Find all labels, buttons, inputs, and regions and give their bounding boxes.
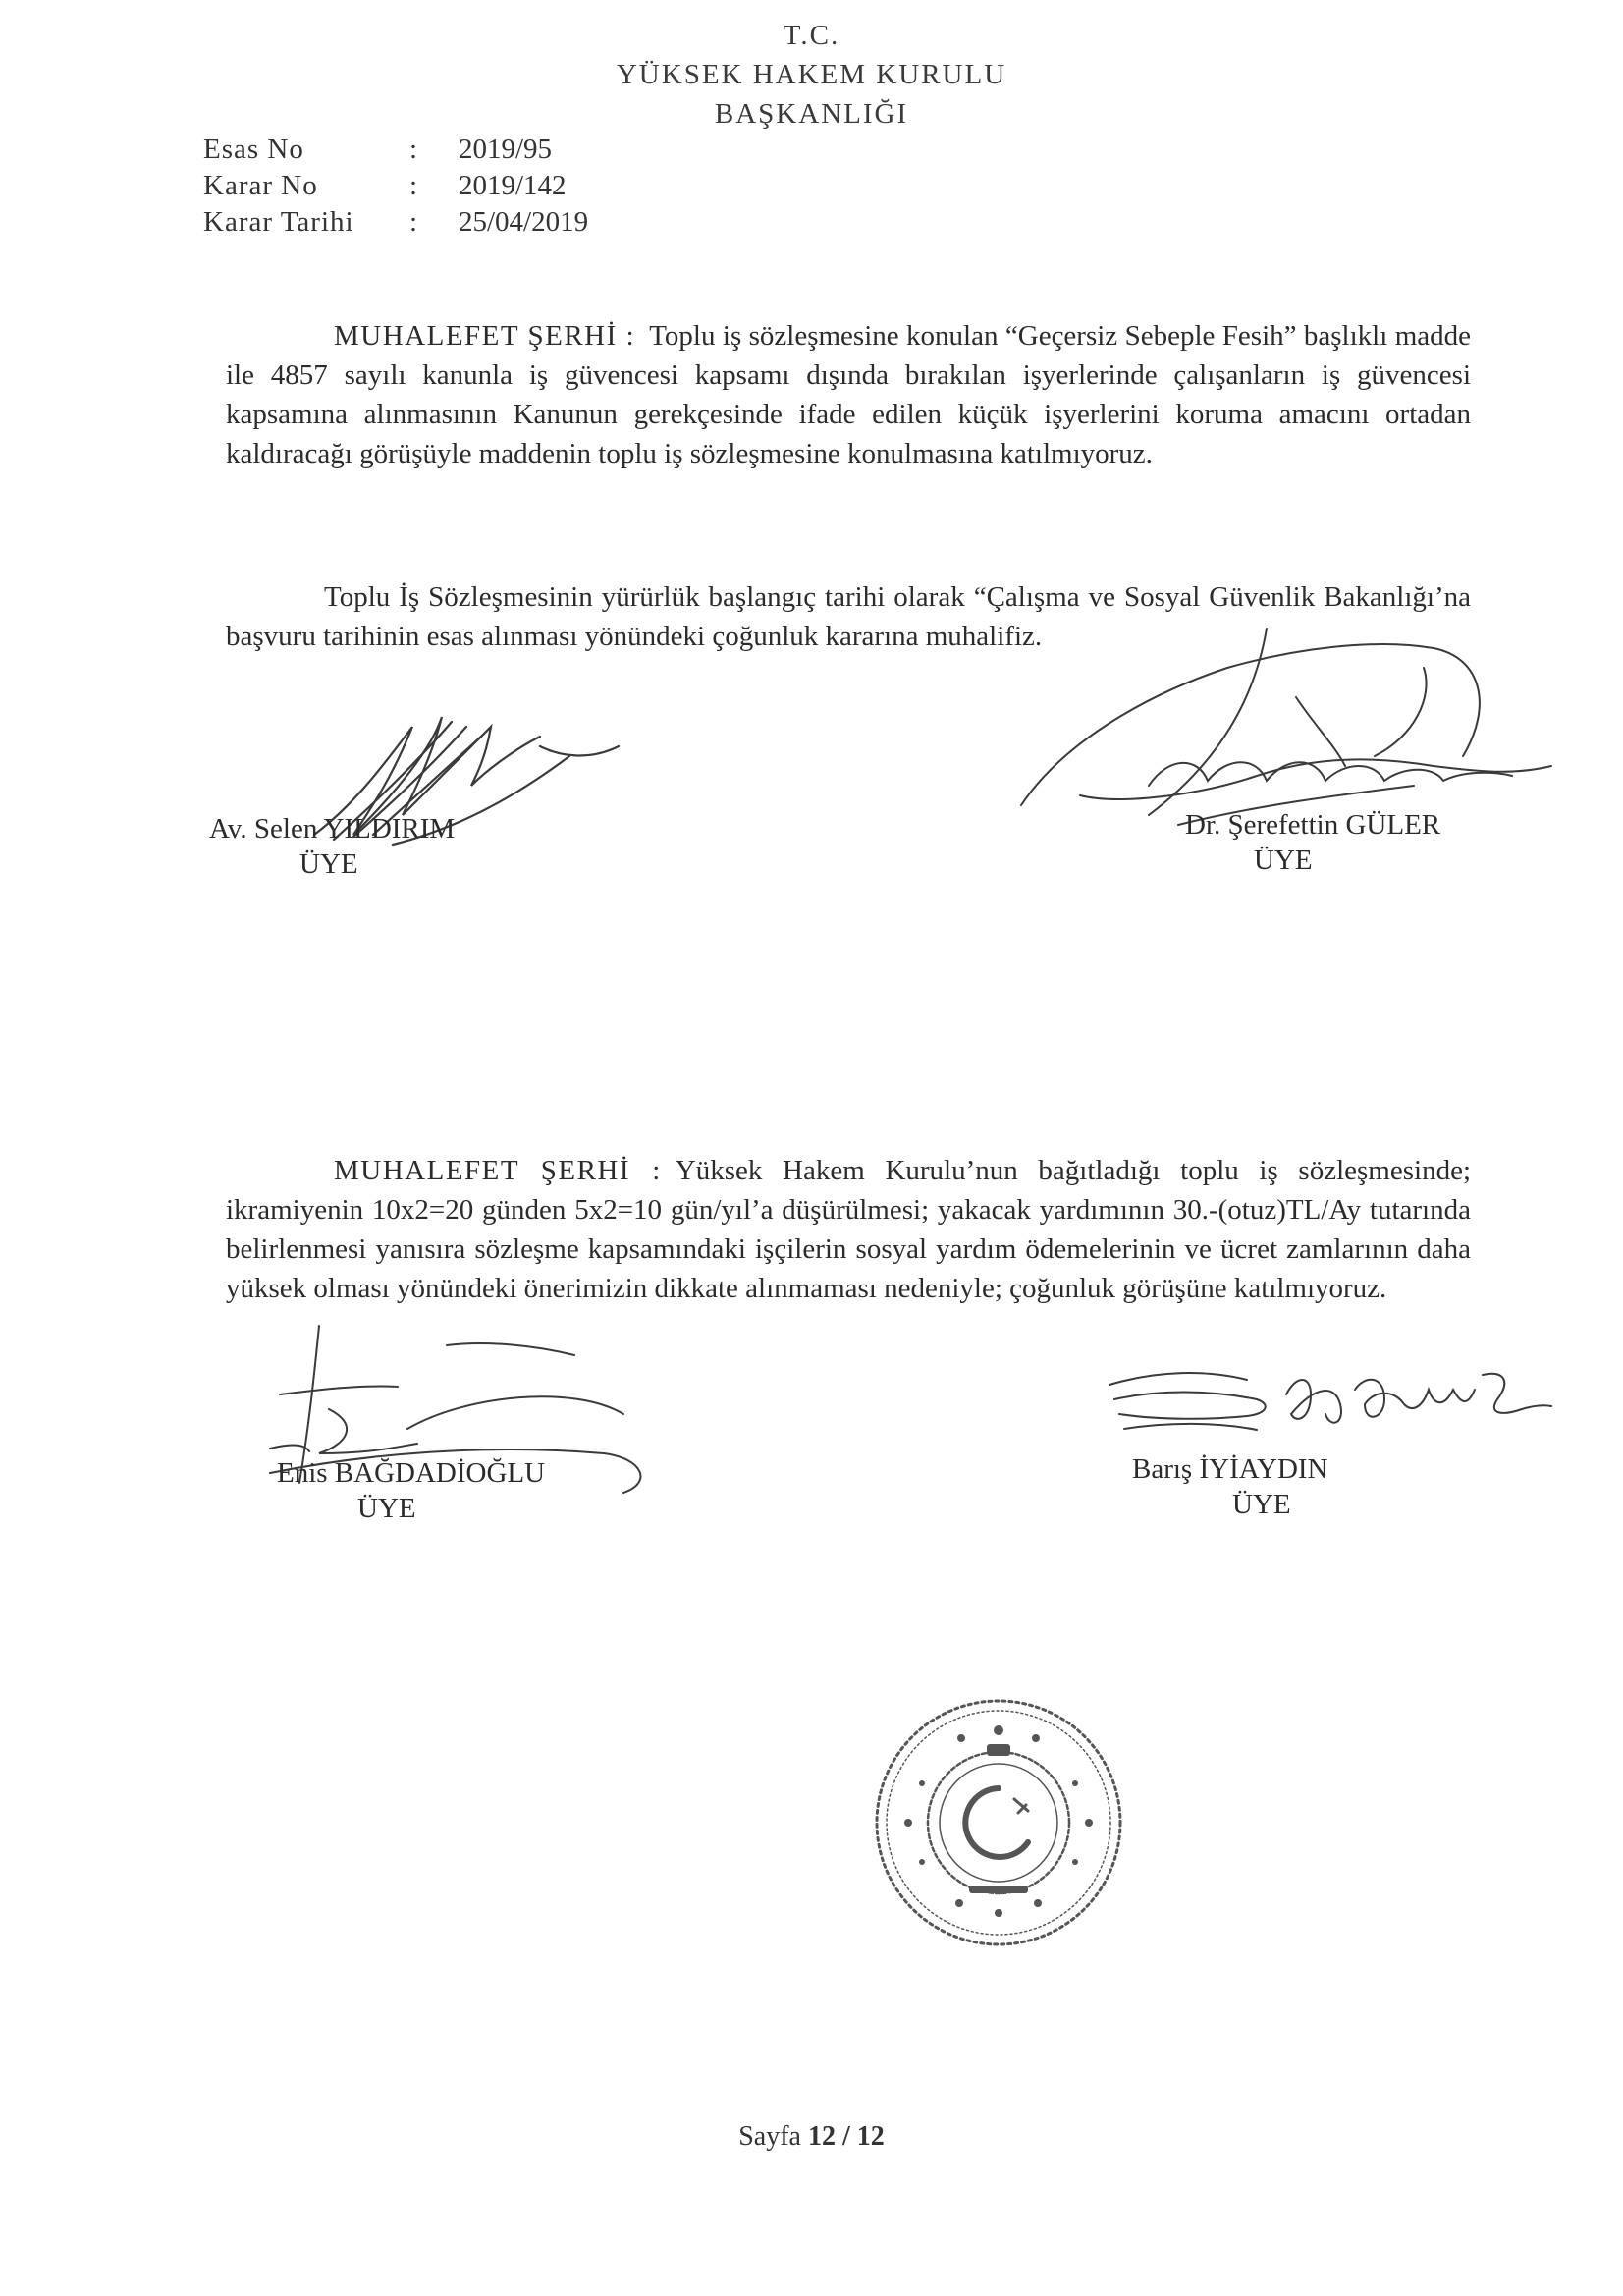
signature-iyiaydin	[1100, 1345, 1571, 1453]
header-tc: T.C.	[783, 20, 840, 51]
dissent1-paragraph1	[226, 316, 1471, 473]
header-presidency: BAŞKANLIĞI	[714, 98, 909, 130]
dissent1-lead: MUHALEFET ŞERHİ :	[334, 320, 636, 352]
meta-row-karar	[203, 168, 588, 204]
signatory-yildirim	[209, 811, 455, 882]
meta-label: Karar No	[203, 170, 318, 201]
page-footer	[0, 2121, 1623, 2153]
signatory-iyiaydin	[1132, 1451, 1328, 1522]
page-label: Sayfa	[738, 2121, 801, 2152]
meta-row-esas	[203, 132, 588, 168]
signatory-role: ÜYE	[299, 848, 358, 880]
dissent2-paragraph1	[226, 1151, 1471, 1308]
signatory-guler	[1185, 807, 1440, 878]
signatory-role: ÜYE	[1254, 845, 1313, 876]
case-meta	[203, 132, 588, 241]
signatory-name: Barış İYİAYDIN	[1132, 1453, 1328, 1485]
meta-row-tarih	[203, 204, 588, 241]
dissent1-paragraph2: Toplu İş Sözleşmesinin yürürlük başlangıç tarihi olarak “Çalışma ve Sosyal Güvenlik Bakanlığı’na başvuru tarihinin esas alınması yönündeki çoğunluk kararına muhalifiz.	[226, 581, 1471, 652]
signatory-name: Enis BAĞDADİOĞLU	[277, 1457, 546, 1489]
meta-colon: :	[409, 170, 418, 201]
signatory-role: ÜYE	[357, 1493, 416, 1524]
signatory-name: Av. Selen YILDIRIM	[209, 813, 456, 845]
meta-value: 2019/142	[459, 170, 567, 201]
meta-label: Esas No	[203, 134, 304, 165]
dissent2-lead: MUHALEFET ŞERHİ :	[334, 1155, 662, 1186]
meta-value: 2019/95	[459, 134, 553, 165]
meta-label: Karar Tarihi	[203, 206, 354, 238]
meta-colon: :	[409, 134, 418, 165]
dissent1-text1: Toplu iş sözleşmesine konulan “Geçersiz Sebeple Fesih” başlıklı madde ile 4857 sayılı kanunla iş güvencesi kapsamı dışında bırakılan işyerlerinde çalışanların iş güvencesi kapsamına alınmasının Kanunun gerekçesinde ifade edilen küçük işyerlerini koruma amacını ortadan kaldıracağı görüşüyle maddenin toplu iş sözleşmesine konulmasına katılmıyoruz.	[226, 320, 1471, 469]
official-seal-icon	[871, 1695, 1126, 1950]
signatory-name: Dr. Şerefettin GÜLER	[1185, 809, 1441, 841]
meta-colon: :	[409, 206, 418, 238]
meta-value: 25/04/2019	[459, 206, 589, 238]
signatory-role: ÜYE	[1232, 1489, 1291, 1520]
page-number: 12 / 12	[807, 2121, 885, 2152]
signatory-bagdadioglu	[277, 1455, 545, 1526]
dissent2-text1: Yüksek Hakem Kurulu’nun bağıtladığı toplu iş sözleşmesinde; ikramiyenin 10x2=20 günden 5x2=10 gün/yıl’a düşürülmesi; yakacak yardımının 30.-(otuz)TL/Ay tutarında belirlenmesi yanısıra sözleşme kapsamındaki işçilerin sosyal yardım ödemelerinin ve ücret zamlarının daha yüksek olması yönündeki önerimizin dikkate alınmaması nedeniyle; çoğunluk görüşüne katılmıyoruz.	[226, 1155, 1472, 1304]
header-institution: YÜKSEK HAKEM KURULU	[616, 59, 1007, 90]
